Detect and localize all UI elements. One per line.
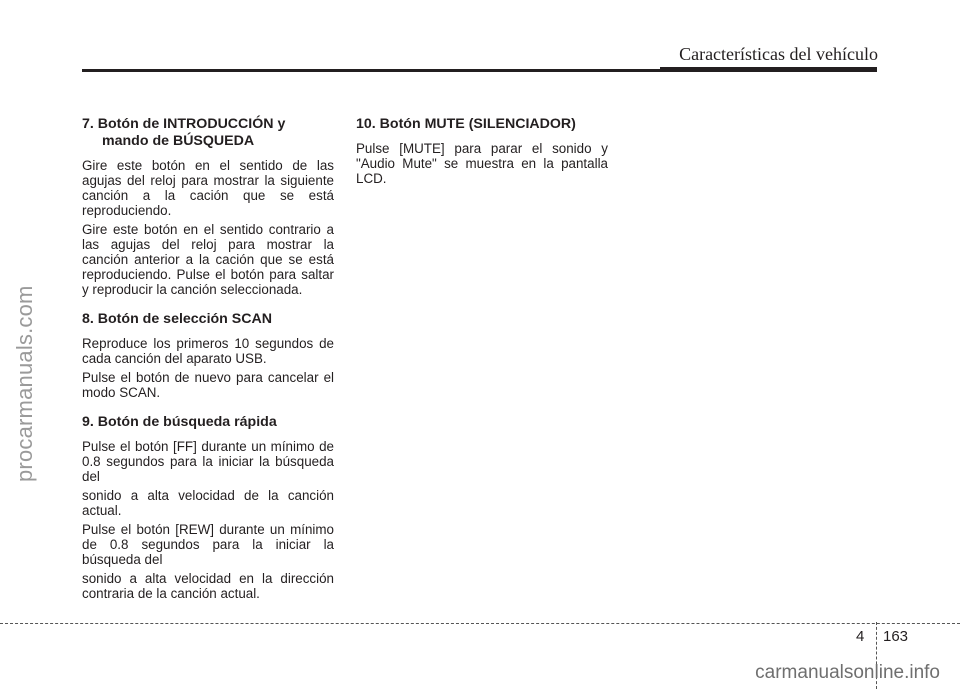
left-column: [82, 116, 334, 615]
section-title: 7. Botón de INTRODUCCIÓN y mando de BÚSQUEDA: [82, 116, 286, 149]
site-footer: carmanualsonline.info: [755, 662, 940, 683]
section-title: 8. Botón de selección SCAN: [82, 311, 272, 327]
paragraph: Pulse el botón [REW] durante un mínimo de 0.8 segundos para la iniciar la búsqueda del: [82, 522, 334, 567]
paragraph: Gire este botón en el sentido contrario a las agujas del reloj para mostrar la canción anterior a la cación que se está reproduciendo. Pulse el botón para saltar y reproducir la canción seleccionada.: [82, 222, 334, 297]
paragraph: sonido a alta velocidad en la dirección contraria de la canción actual.: [82, 571, 334, 601]
section-mute: [356, 116, 608, 186]
middle-column: [356, 116, 608, 200]
watermark: procarmanuals.com: [12, 285, 37, 482]
chapter-number: 4: [856, 628, 865, 645]
section-header-title: Características del vehículo: [679, 44, 878, 64]
paragraph: sonido a alta velocidad de la canción actual.: [82, 488, 334, 518]
section-title: 9. Botón de búsqueda rápida: [82, 414, 277, 430]
paragraph: Reproduce los primeros 10 segundos de cada canción del aparato USB.: [82, 336, 334, 366]
section-scan: [82, 311, 334, 400]
footer-dashed-rule: [0, 623, 960, 624]
header-rule-tab: [660, 67, 877, 72]
page-number: 163: [883, 628, 909, 645]
paragraph: Pulse el botón de nuevo para cancelar el modo SCAN.: [82, 370, 334, 400]
paragraph: Pulse el botón [FF] durante un mínimo de 0.8 segundos para la iniciar la búsqueda del: [82, 439, 334, 484]
section-fast-search: [82, 414, 334, 601]
section-intro-search: [82, 116, 334, 297]
paragraph: Gire este botón en el sentido de las agujas del reloj para mostrar la siguiente canción a la cación que se está reproduciendo.: [82, 158, 334, 218]
paragraph: Pulse [MUTE] para parar el sonido y "Audio Mute" se muestra en la pantalla LCD.: [356, 141, 608, 186]
section-title: 10. Botón MUTE (SILENCIADOR): [356, 116, 576, 132]
